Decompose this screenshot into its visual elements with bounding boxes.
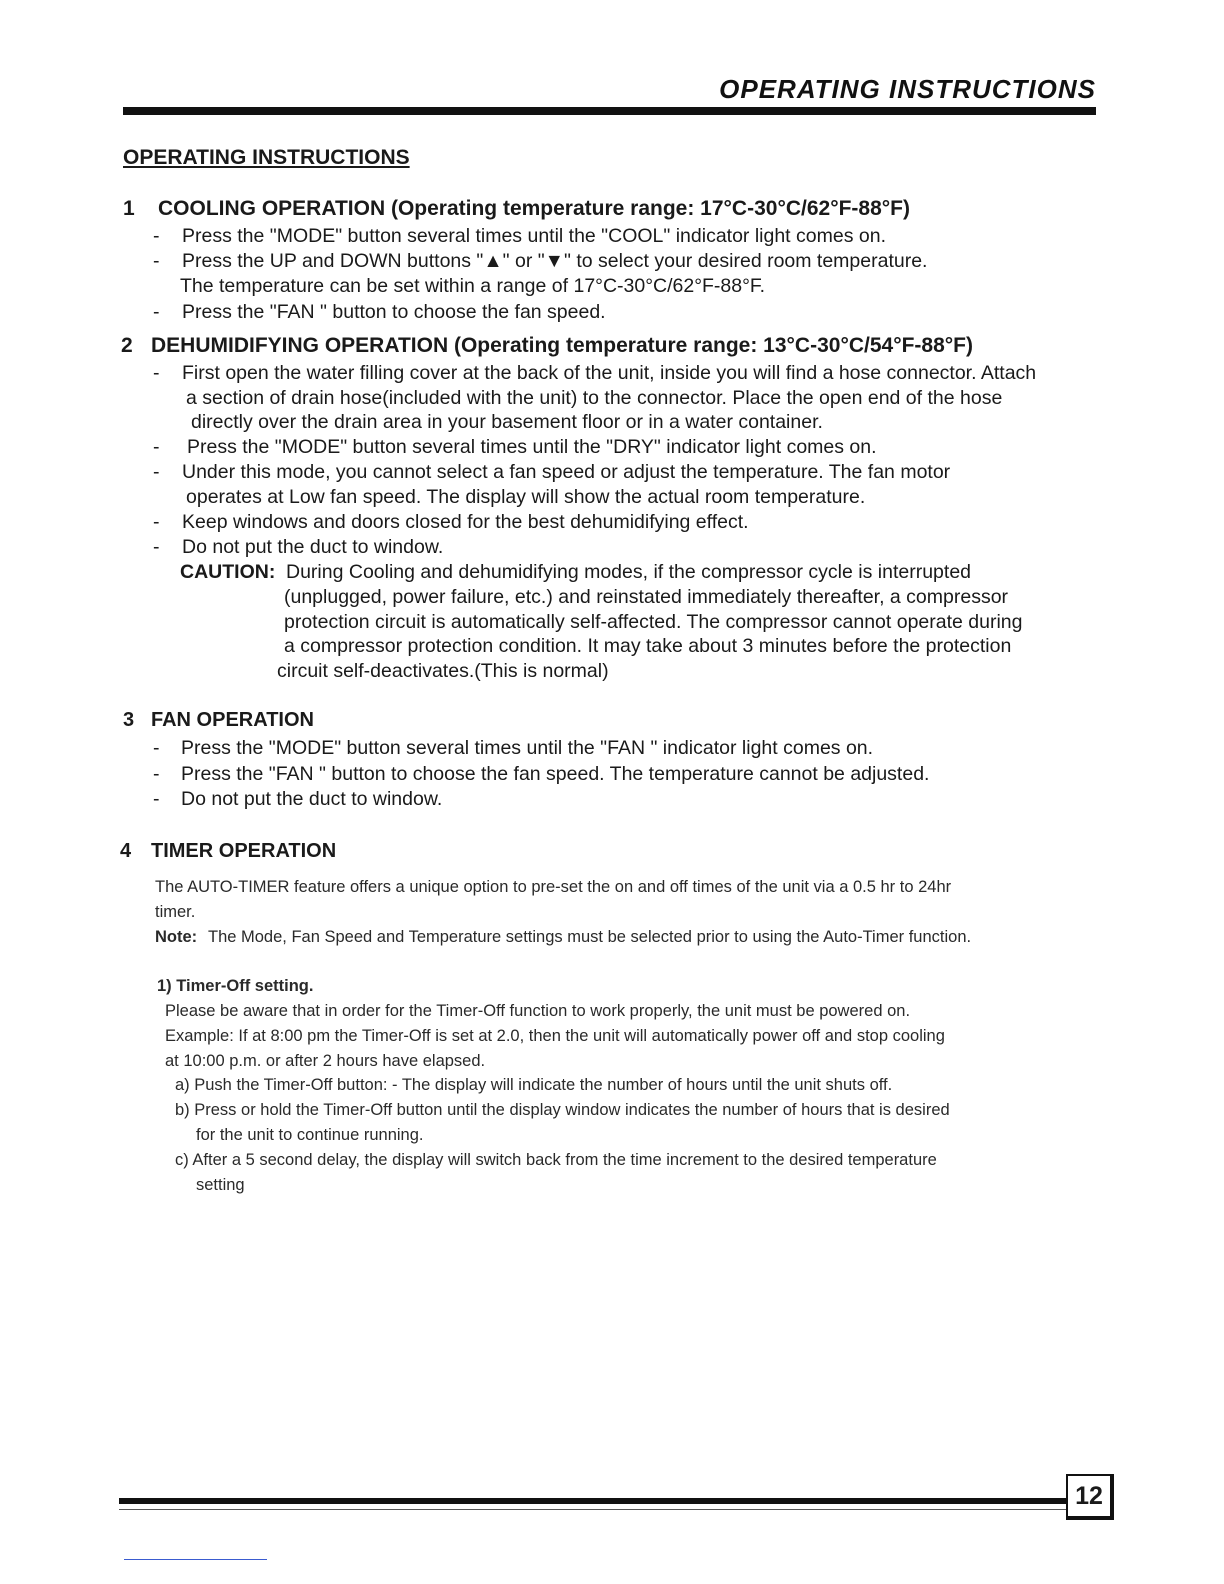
caution-label: CAUTION: xyxy=(180,561,276,583)
s3-number: 3 xyxy=(123,709,135,731)
s2-number: 2 xyxy=(121,334,133,357)
s2-line-5: Do not put the duct to window. xyxy=(182,536,444,558)
s1-line-1: Press the "MODE" button several times until the "COOL" indicator light comes on. xyxy=(182,225,886,247)
caution-line-3: protection circuit is automatically self-affected. The compressor cannot operate during xyxy=(284,611,1023,633)
timer-off-para-2: Example: If at 8:00 pm the Timer-Off is set at 2.0, then the unit will automatically power off and stop cooling xyxy=(165,1027,945,1045)
s2-line-1b: a section of drain hose(included with the unit) to the connector. Place the open end of the hose xyxy=(186,387,1003,409)
step-b-cont: for the unit to continue running. xyxy=(196,1126,424,1144)
s2-line-2: Press the "MODE" button several times until the "DRY" indicator light comes on. xyxy=(187,436,877,458)
s1-dash-3: - xyxy=(153,301,160,323)
timer-off-para-1: Please be aware that in order for the Timer-Off function to work properly, the unit must be powered on. xyxy=(165,1002,911,1020)
note-text: The Mode, Fan Speed and Temperature settings must be selected prior to using the Auto-Timer function. xyxy=(208,928,972,946)
caution-line-4: a compressor protection condition. It may take about 3 minutes before the protection xyxy=(284,635,1012,657)
footer-rule-thin xyxy=(119,1509,1067,1510)
s4-para-1b: timer. xyxy=(155,903,196,921)
section-title: OPERATING INSTRUCTIONS xyxy=(123,146,410,169)
s3-dash-2: - xyxy=(153,763,160,785)
s2-dash-5: - xyxy=(153,536,160,558)
caution-line-2: (unplugged, power failure, etc.) and reinstated immediately thereafter, a compressor xyxy=(284,586,1009,608)
s2-title: DEHUMIDIFYING OPERATION (Operating temperature range: 13°C-30°C/54°F-88°F) xyxy=(151,334,974,357)
s2-dash-1: - xyxy=(153,362,160,384)
s4-number: 4 xyxy=(120,840,132,862)
note-label: Note: xyxy=(155,928,198,946)
step-b: b) Press or hold the Timer-Off button until the display window indicates the number of hours that is desired xyxy=(175,1101,950,1119)
s2-line-3: Under this mode, you cannot select a fan speed or adjust the temperature. The fan motor xyxy=(182,461,951,483)
s3-dash-3: - xyxy=(153,788,160,810)
step-a: a) Push the Timer-Off button: - The display will indicate the number of hours until the unit shuts off. xyxy=(175,1076,893,1094)
s3-line-2: Press the "FAN " button to choose the fan speed. The temperature cannot be adjusted. xyxy=(181,763,930,785)
s4-title: TIMER OPERATION xyxy=(151,840,337,862)
header-title: OPERATING INSTRUCTIONS xyxy=(719,74,1096,104)
page-number: 12 xyxy=(1066,1474,1114,1520)
s1-line-2b: The temperature can be set within a range of 17°C-30°C/62°F-88°F. xyxy=(180,275,766,297)
caution-line-1: During Cooling and dehumidifying modes, if the compressor cycle is interrupted xyxy=(286,561,972,583)
s1-number: 1 xyxy=(123,197,135,220)
s3-line-3: Do not put the duct to window. xyxy=(181,788,443,810)
s4-para-1: The AUTO-TIMER feature offers a unique option to pre-set the on and off times of the unit via a 0.5 hr to 24hr xyxy=(155,878,952,896)
step-c-cont: setting xyxy=(196,1176,245,1194)
s1-title: COOLING OPERATION (Operating temperature range: 17°C-30°C/62°F-88°F) xyxy=(158,197,911,220)
s3-dash-1: - xyxy=(153,737,160,759)
s2-line-1: First open the water filling cover at the back of the unit, inside you will find a hose connector. Attach xyxy=(182,362,1037,384)
footer-blue-line xyxy=(124,1559,267,1560)
s3-title: FAN OPERATION xyxy=(151,709,314,731)
s2-line-3b: operates at Low fan speed. The display will show the actual room temperature. xyxy=(186,486,866,508)
s1-line-3: Press the "FAN " button to choose the fan speed. xyxy=(182,301,606,323)
timer-off-para-2b: at 10:00 p.m. or after 2 hours have elapsed. xyxy=(165,1052,486,1070)
s2-dash-4: - xyxy=(153,511,160,533)
s1-dash-2: - xyxy=(153,250,160,272)
s1-dash-1: - xyxy=(153,225,160,247)
step-c: c) After a 5 second delay, the display will switch back from the time increment to the desired temperature xyxy=(175,1151,937,1169)
timer-off-title: 1) Timer-Off setting. xyxy=(157,977,314,995)
s1-line-2: Press the UP and DOWN buttons "▲" or "▼" to select your desired room temperature. xyxy=(182,250,928,272)
footer-rule xyxy=(119,1498,1067,1504)
caution-line-5: circuit self-deactivates.(This is normal) xyxy=(277,660,609,682)
s3-line-1: Press the "MODE" button several times until the "FAN " indicator light comes on. xyxy=(181,737,874,759)
s2-dash-2: - xyxy=(153,436,160,458)
s2-line-4: Keep windows and doors closed for the best dehumidifying effect. xyxy=(182,511,749,533)
s2-dash-3: - xyxy=(153,461,160,483)
header-rule xyxy=(123,107,1096,115)
s2-line-1c: directly over the drain area in your basement floor or in a water container. xyxy=(191,411,823,433)
